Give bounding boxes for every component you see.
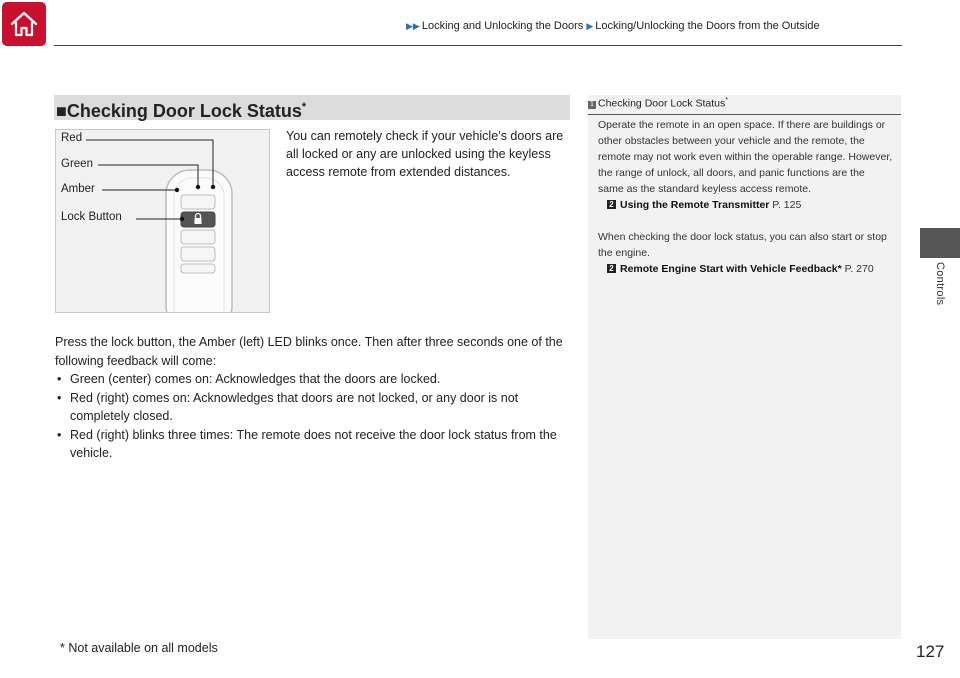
list-item: • Red (right) comes on: Acknowledges that doors are not locked, or any door is not completely closed.: [55, 389, 575, 426]
sidebar-note: [588, 95, 901, 639]
home-icon[interactable]: [2, 2, 46, 46]
header-divider: [54, 45, 902, 46]
reference-link-remote-transmitter[interactable]: [598, 197, 893, 213]
green-led: [196, 185, 200, 189]
list-item: • Red (right) blinks three times: The remote does not receive the door lock status from the vehicle.: [55, 426, 575, 463]
page-number: 127: [916, 642, 945, 661]
sidebar-paragraph: Operate the remote in an open space. If there are buildings or other obstacles between your vehicle and the remote, the remote may not work even within the operable range. However, the range of unlock, all doors, and panic functions are the same as the standard keyless access remote.: [598, 119, 893, 195]
reference-asterisk: *: [837, 263, 842, 275]
breadcrumb-arrow-icon: ▶: [586, 21, 594, 31]
feedback-list: [55, 370, 575, 463]
breadcrumb: [406, 20, 820, 32]
label-green: Green: [61, 158, 93, 170]
remote-illustration: [55, 129, 270, 313]
label-lock-button: Lock Button: [61, 211, 122, 223]
sidebar-paragraph: When checking the door lock status, you can also start or stop the engine.: [598, 231, 887, 259]
reference-link-remote-engine-start[interactable]: [598, 261, 893, 277]
section-asterisk: *: [301, 101, 307, 113]
section-title: Checking Door Lock Status: [66, 101, 302, 121]
body-content: [55, 333, 575, 463]
reference-arrow-icon: 2: [607, 264, 616, 273]
sidebar-title-text: Checking Door Lock Status: [598, 97, 726, 110]
amber-led: [175, 188, 179, 192]
sidebar-title-asterisk: *: [725, 97, 728, 104]
breadcrumb-item-from-outside[interactable]: Locking/Unlocking the Doors from the Outside: [595, 20, 820, 32]
note-marker-icon: 1: [588, 101, 596, 109]
list-item: • Green (center) comes on: Acknowledges that the doors are locked.: [55, 370, 575, 389]
reference-page[interactable]: P. 125: [772, 199, 802, 211]
section-square-icon: ■: [56, 101, 67, 121]
side-tab-marker[interactable]: [920, 228, 960, 258]
reference-label[interactable]: Remote Engine Start with Vehicle Feedback: [620, 263, 838, 275]
side-tab-label: Controls: [934, 262, 946, 306]
sidebar-title: [588, 97, 901, 115]
reference-label[interactable]: Using the Remote Transmitter: [620, 199, 770, 211]
footnote: * Not available on all models: [60, 641, 218, 655]
reference-page[interactable]: P. 270: [844, 263, 874, 275]
breadcrumb-item-locking-unlocking[interactable]: Locking and Unlocking the Doors: [421, 20, 584, 32]
body-paragraph: Press the lock button, the Amber (left) LED blinks once. Then after three seconds one of the following feedback will come:: [55, 335, 563, 368]
label-amber: Amber: [61, 183, 95, 195]
section-header: [54, 95, 570, 120]
label-red: Red: [61, 132, 83, 144]
red-led: [211, 185, 215, 189]
intro-paragraph: You can remotely check if your vehicle’s doors are all locked or any are unlocked using the keyless access remote from extended distances.: [286, 129, 564, 179]
breadcrumb-arrow-icon: ▶▶: [406, 21, 420, 31]
reference-arrow-icon: 2: [607, 200, 616, 209]
sidebar-body: [598, 117, 893, 277]
